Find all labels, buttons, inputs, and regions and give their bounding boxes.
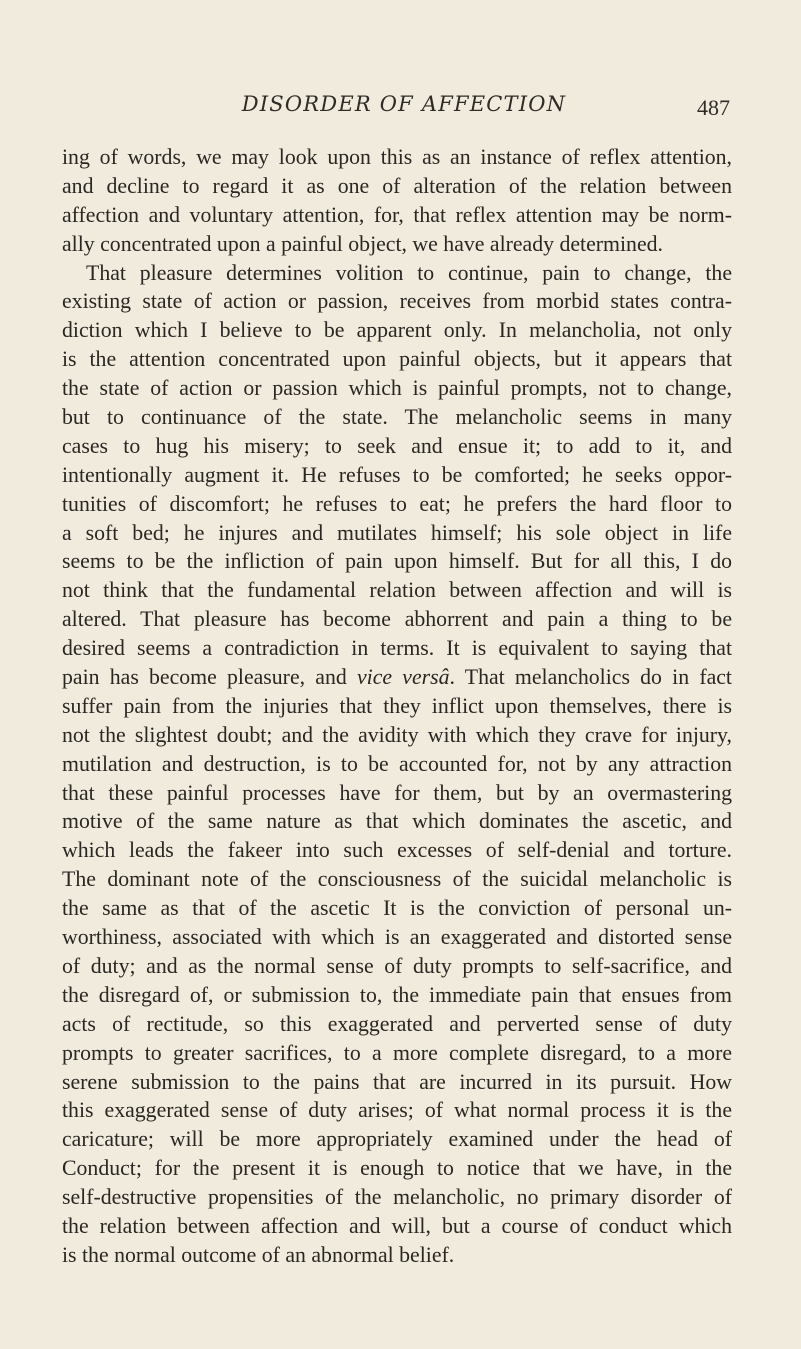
text-line: and decline to regard it as one of alteration of the relation between bbox=[62, 173, 732, 198]
page-number: 487 bbox=[697, 95, 730, 120]
text-line: the disregard of, or submission to, the immediate pain that ensues from bbox=[62, 982, 732, 1007]
text-line: The dominant note of the consciousness of the suicidal melancholic is bbox=[62, 867, 732, 892]
italic-phrase: vice versâ bbox=[356, 665, 450, 690]
text-line: desired seems a contradiction in terms. It is equivalent to saying that bbox=[62, 636, 732, 661]
text-line: prompts to greater sacrifices, to a more complete disregard, to a more bbox=[62, 1040, 732, 1065]
paragraph-start-line: That pleasure determines volition to continue, pain to change, the bbox=[86, 260, 732, 285]
text-line: worthiness, associated with which is an exaggerated and distorted sense bbox=[62, 925, 732, 950]
text-line: diction which I believe to be apparent only. In melancholia, not only bbox=[62, 318, 732, 343]
text-line: self-destructive propensities of the melancholic, no primary disorder of bbox=[62, 1185, 732, 1210]
text-line: a soft bed; he injures and mutilates himself; his sole object in life bbox=[62, 520, 732, 545]
text-line: the state of action or passion which is painful prompts, not to change, bbox=[62, 376, 732, 401]
text-line: tunities of discomfort; he refuses to eat; he prefers the hard floor to bbox=[62, 491, 732, 516]
text-line: suffer pain from the injuries that they inflict upon themselves, there is bbox=[62, 693, 732, 718]
text-line: that these painful processes have for them, but by an overmastering bbox=[62, 780, 732, 805]
text-line: the same as that of the ascetic It is the conviction of personal un- bbox=[62, 896, 732, 921]
text-line: is the attention concentrated upon painful objects, but it appears that bbox=[62, 347, 732, 372]
text-line: mutilation and destruction, is to be accounted for, not by any attraction bbox=[62, 751, 732, 776]
text-line: not think that the fundamental relation between affection and will is bbox=[62, 578, 732, 603]
text-line: not the slightest doubt; and the avidity with which they crave for injury, bbox=[62, 722, 732, 747]
text-line: serene submission to the pains that are incurred in its pursuit. How bbox=[62, 1069, 732, 1094]
text-line: Conduct; for the present it is enough to notice that we have, in the bbox=[62, 1156, 732, 1181]
text-line: cases to hug his misery; to seek and ensue it; to add to it, and bbox=[62, 433, 732, 458]
body-text bbox=[62, 143, 732, 1270]
text-line: which leads the fakeer into such excesses of self-denial and torture. bbox=[62, 838, 732, 863]
text-line: affection and voluntary attention, for, that reflex attention may be norm- bbox=[62, 202, 732, 227]
text-line: of duty; and as the normal sense of duty prompts to self-sacrifice, and bbox=[62, 953, 732, 978]
text-line: ing of words, we may look upon this as an instance of reflex attention, bbox=[62, 145, 732, 169]
text-line: this exaggerated sense of duty arises; of what normal process it is the bbox=[62, 1098, 732, 1123]
text-line: caricature; will be more appropriately examined under the head of bbox=[62, 1127, 732, 1152]
running-head-title: DISORDER OF AFFECTION bbox=[241, 92, 567, 116]
text-line: altered. That pleasure has become abhorrent and pain a thing to be bbox=[62, 607, 732, 632]
text-fragment: pain has become pleasure, and bbox=[62, 665, 357, 690]
text-line: but to continuance of the state. The melancholic seems in many bbox=[62, 405, 732, 430]
text-line: existing state of action or passion, receives from morbid states contra- bbox=[62, 289, 732, 314]
text-line: the relation between affection and will, but a course of conduct which bbox=[62, 1213, 732, 1238]
text-line: is the normal outcome of an abnormal belief. bbox=[62, 1242, 455, 1267]
text-line: intentionally augment it. He refuses to be comforted; he seeks oppor- bbox=[62, 462, 732, 487]
text-line: seems to be the infliction of pain upon himself. But for all this, I do bbox=[62, 549, 732, 574]
text-line-with-italic bbox=[62, 663, 732, 692]
text-fragment: . That melancholics do in fact bbox=[449, 665, 732, 690]
text-line: motive of the same nature as that which dominates the ascetic, and bbox=[62, 809, 732, 834]
text-line: acts of rectitude, so this exaggerated and perverted sense of duty bbox=[62, 1011, 732, 1036]
text-line: ally concentrated upon a painful object, we have already determined. bbox=[62, 231, 663, 256]
